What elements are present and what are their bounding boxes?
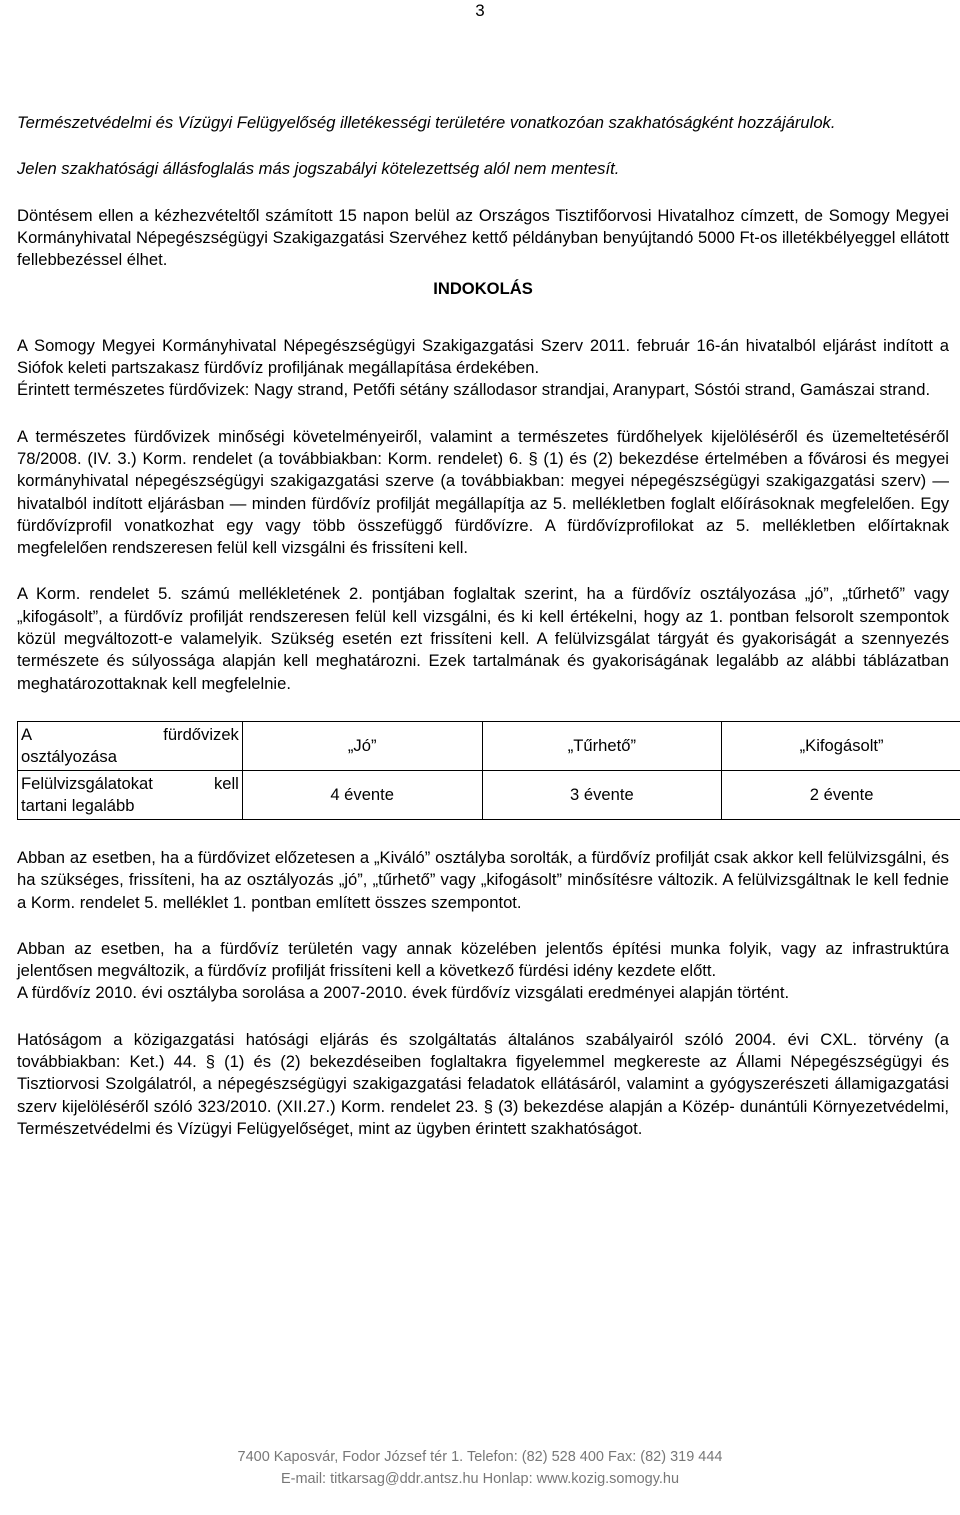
paragraph-construction: Abban az esetben, ha a fürdővíz területén vagy annak közelében jelentős építési munka folyik, vagy az infrastruktúra jelentősen megváltozik, a fürdővíz profilját frissíteni kell a következő fürdési idény kezdete előtt. (17, 938, 949, 981)
table-row (18, 770, 960, 819)
table-cell: 4 évente (242, 770, 482, 819)
page-number: 3 (475, 1, 485, 20)
paragraph-excellent-class: Abban az esetben, ha a fürdővizet előzetesen a „Kiváló” osztályba sorolták, a fürdővíz profilját csak akkor kell felülvizsgálni, és ha szükséges, frissíteni, ha az osztályozás „jó”, „tűrhető” vagy „kifogásolt” minősítésre változik. A felülvizsgáltnak le kell fednie a Korm. rendelet 5. melléklet 1. pontban említett összes szempontot. (17, 847, 949, 912)
paragraph-appeal: Döntésem ellen a kézhezvételtől számított 15 napon belül az Országos Tisztifőorvosi Hivatalhoz címzett, de Somogy Megyei Kormányhivatal Népegészségügyi Szakigazgatási Szervéhez kettő példányban benyújtandó 5000 Ft-os illetékbélyeggel ellátott fellebbezéssel élhet. (17, 205, 949, 270)
paragraph-procedure-start: A Somogy Megyei Kormányhivatal Népegészségügyi Szakigazgatási Szerv 2011. február 16-án hivatalból eljárást indított a Siófok keleti partszakasz fürdővíz profiljának megállapítása érdekében. (17, 335, 949, 378)
table-cell: „Kifogásolt” (722, 721, 960, 770)
table-cell: „Tűrhető” (482, 721, 722, 770)
table-label-cell (18, 770, 243, 819)
table-label-line: osztályozása (21, 746, 117, 766)
paragraph-authority-consent: Természetvédelmi és Vízügyi Felügyelőség illetékességi területére vonatkozóan szakhatóságként hozzájárulok. (17, 113, 836, 132)
table-row (18, 721, 960, 770)
paragraph-affected-waters: Érintett természetes fürdővizek: Nagy strand, Petőfi sétány szállodasor strandjai, Aranypart, Sóstói strand, Gamászai strand. (17, 380, 931, 400)
paragraph-regulation: A természetes fürdővizek minőségi követelményeiről, valamint a természetes fürdőhelyek kijelöléséről és üzemeltetéséről 78/2008. (IV. 3.) Korm. rendelet (a továbbiakban: Korm. rendelet) 6. § (1) és (2) bekezdése értelmében a fővárosi és megyei kormányhivatal népegészségügyi szakigazgatási szerve (a továbbiakban: megyei népegészségügyi szakigazgatási szerv) — hivatalból indított eljárásban — minden fürdővíz profilját megállapítja az 5. mellékletben foglalt előírásoknak megfelelően. Egy fürdővízprofil vonatkozhat egy vagy több összefüggő fürdővízre. A fürdővízprofilokat az 5. mellékletben előírtaknak megfelelően rendszeresen felül kell vizsgálni és frissíteni kell. (17, 426, 949, 558)
table-label-line: tartani legalább (21, 795, 135, 815)
table-label-cell (18, 721, 243, 770)
table-label-line: Felülvizsgálatokat kell (21, 773, 239, 793)
table-cell: „Jó” (242, 721, 482, 770)
table-label-line: A fürdővizek (21, 724, 239, 744)
footer-contact: E-mail: titkarsag@ddr.antsz.hu Honlap: www.kozig.somogy.hu (280, 1471, 680, 1487)
document-body (17, 112, 949, 1140)
paragraph-review-rules: A Korm. rendelet 5. számú mellékletének 2. pontjában foglaltak szerint, ha a fürdővíz osztályozása „jó”, „tűrhető” vagy „kifogásolt”, a fürdővíz profilját rendszeresen felül kell vizsgálni, és ki kell értékelni, hogy az 1. pontban felsorolt szempontok közül megváltozott-e valamelyik. Szükség esetén ezt frissíteni kell. A felülvizsgálat tárgyát és gyakoriságát a szennyezés természete és súlyossága alapján kell meghatározni. Ezek tartalmának és gyakoriságának legalább az alábbi táblázatban meghatározottaknak kell megfelelnie. (17, 584, 949, 693)
footer-address: 7400 Kaposvár, Fodor József tér 1. Telefon: (82) 528 400 Fax: (82) 319 444 (237, 1449, 723, 1465)
section-heading-indokolas: INDOKOLÁS (433, 279, 533, 299)
paragraph-no-exemption: Jelen szakhatósági állásfoglalás más jogszabályi kötelezettség alól nem mentesít. (17, 159, 620, 179)
review-frequency-table (17, 721, 960, 820)
paragraph-classification-2010: A fürdővíz 2010. évi osztályba sorolása a 2007-2010. évek fürdővíz vizsgálati eredményei alapján történt. (17, 983, 790, 1003)
table-cell: 2 évente (722, 770, 960, 819)
table-cell: 3 évente (482, 770, 722, 819)
paragraph-authority-request: Hatóságom a közigazgatási hatósági eljárás és szolgáltatás általános szabályairól szóló 2004. évi CXL. törvény (a továbbiakban: Ket.) 44. § (1) és (2) bekezdéseiben foglaltakra figyelemmel megkereste az Állami Népegészségügyi és Tisztiorvosi Szolgálatról, a népegészségügyi szakigazgatási feladatok ellátásáról, valamint a gyógyszerészeti államigazgatási szerv kijelöléséről szóló 323/2010. (XII.27.) Korm. rendelet 23. § (3) bekezdése alapján a Közép- dunántúli Környezetvédelmi, Természetvédelmi és Vízügyi Felügyelőséget, mint az ügyben érintett szakhatóságot. (17, 1029, 949, 1138)
